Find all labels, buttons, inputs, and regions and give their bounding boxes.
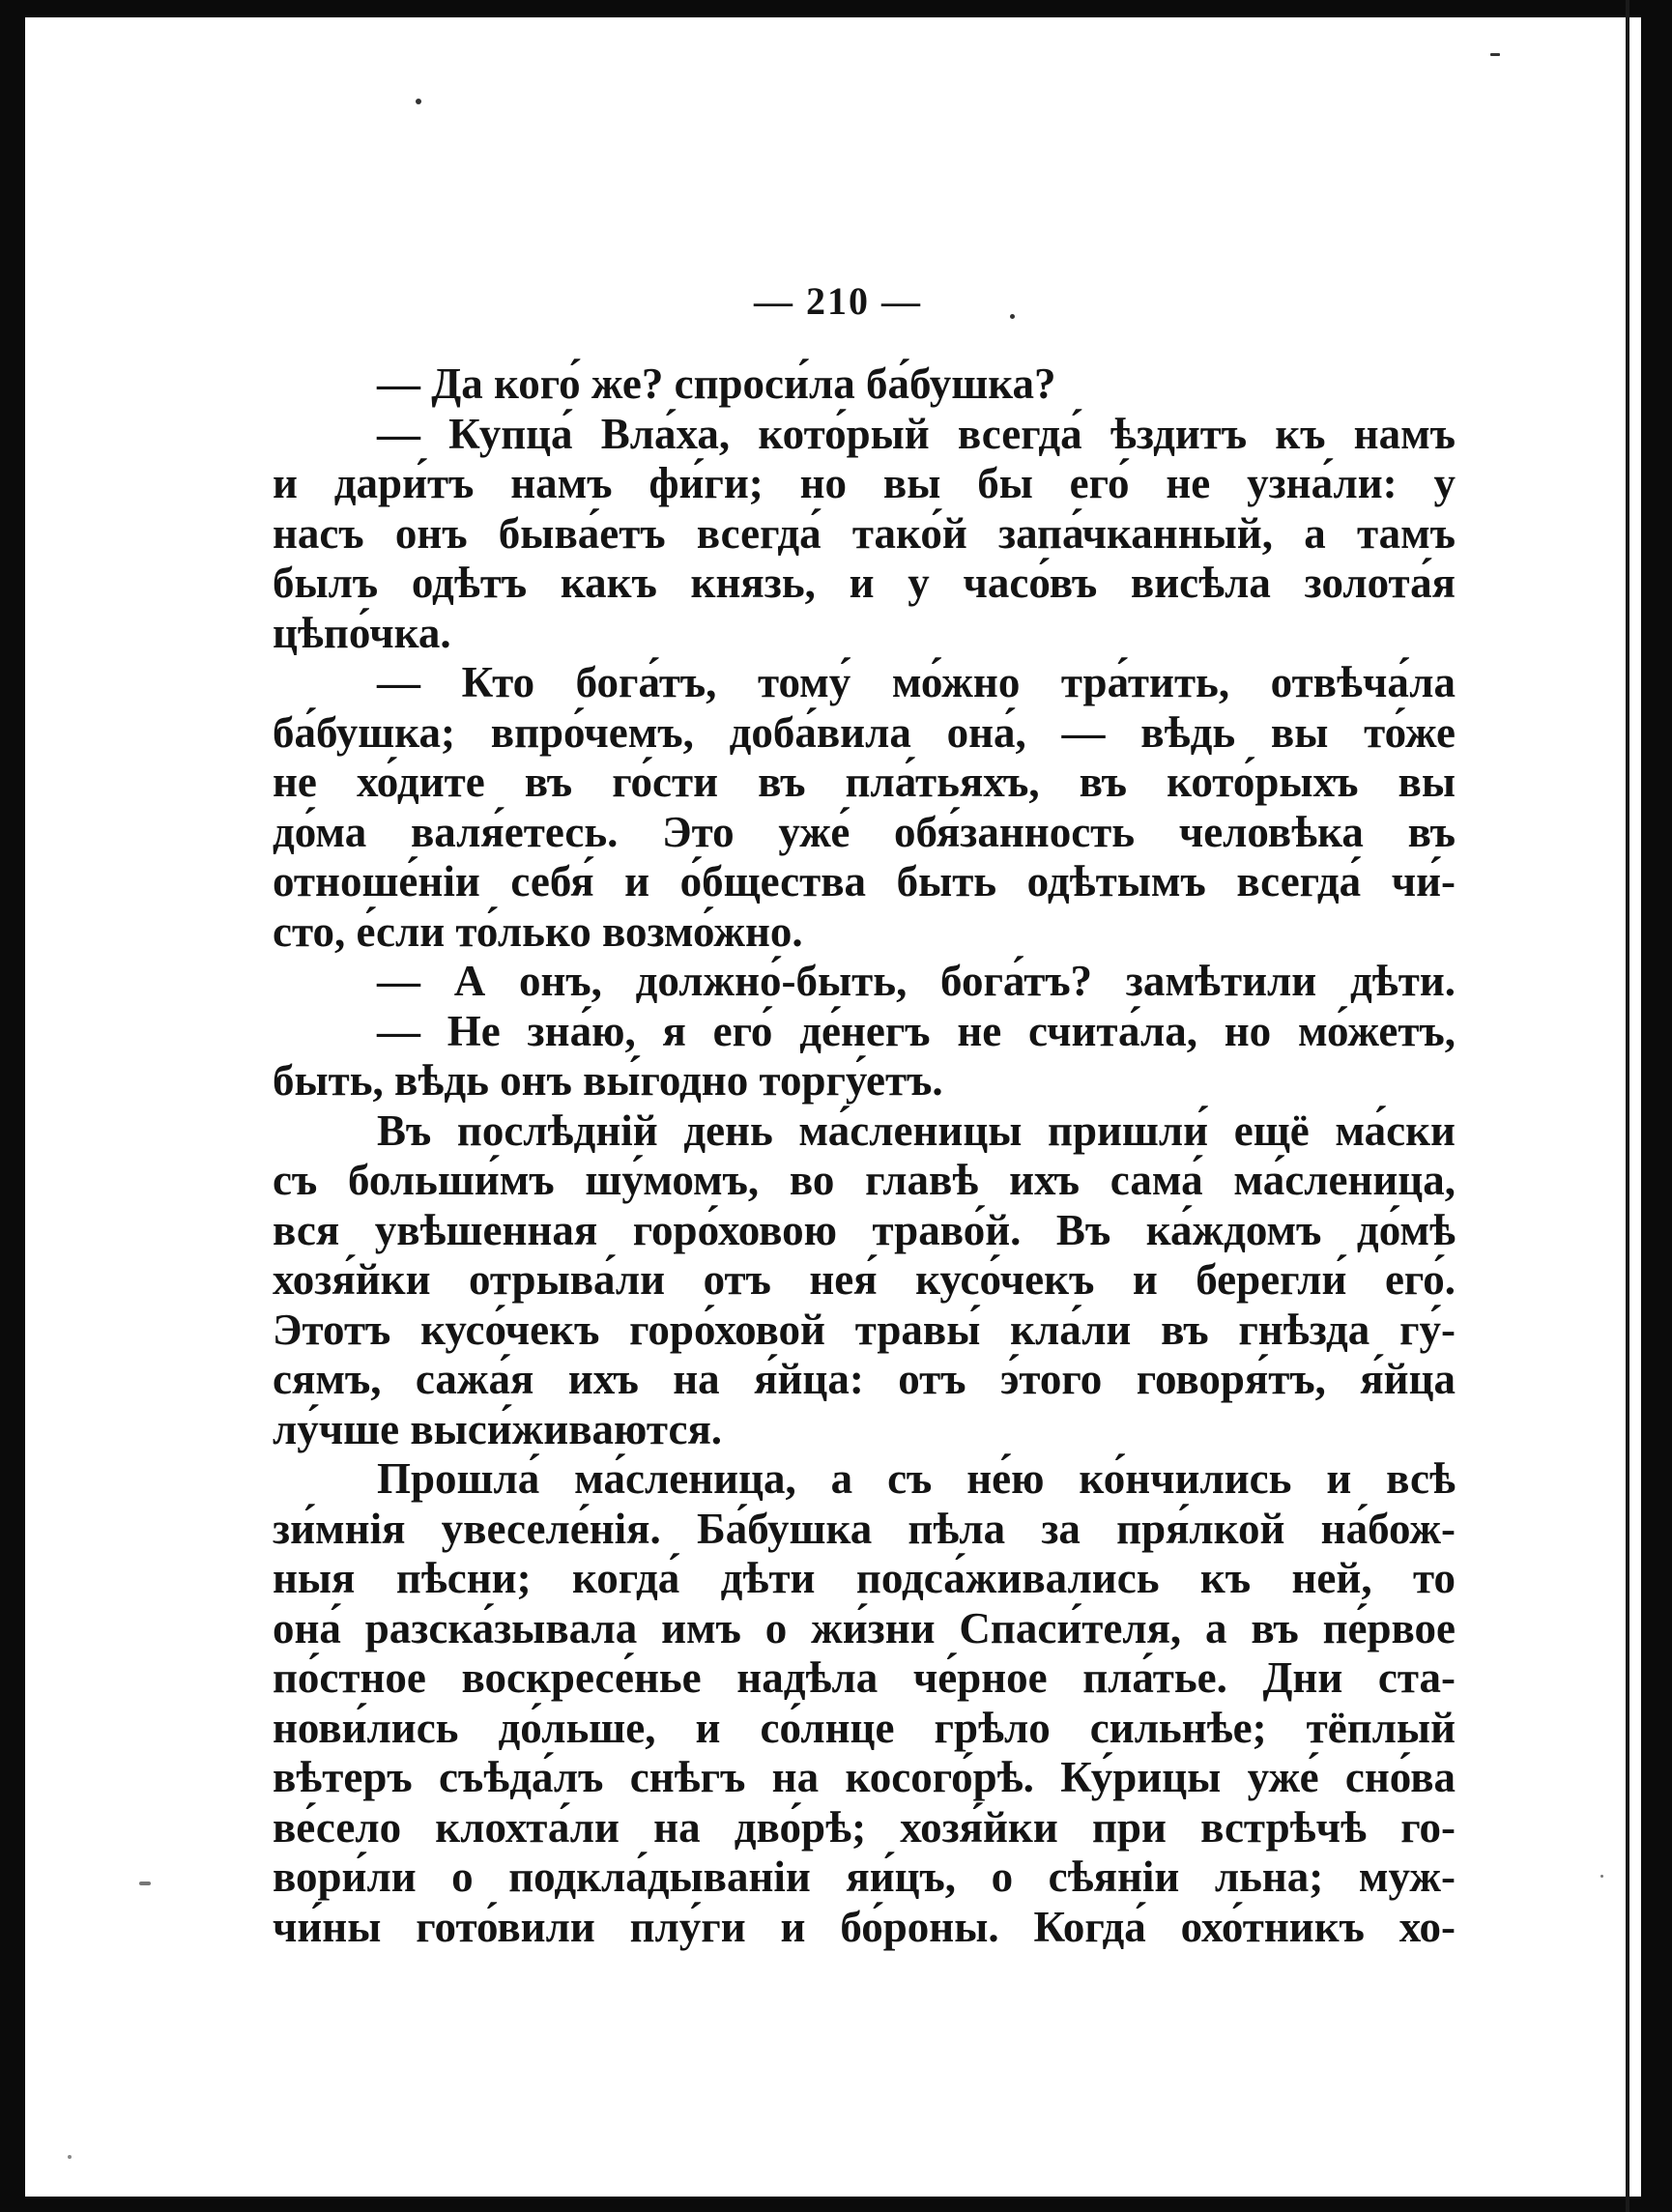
text-line: сто, е́сли то́лько возмо́жно. [273, 906, 803, 956]
text-line: отноше́ніи себя́ и о́бщества быть одѣтымъ всегда́ чи́- [273, 857, 1456, 905]
text-line: не хо́дите въ го́сти въ пла́тьяхъ, въ кото́рыхъ вы [273, 758, 1456, 806]
text-line: вори́ли о подкла́дываніи яи́цъ, о сѣяніи льна; муж- [273, 1853, 1456, 1901]
text-line: вся увѣшенная горо́ховою траво́й. Въ ка́ждомъ до́мѣ [273, 1205, 1456, 1254]
text-line: цѣпо́чка. [273, 608, 451, 657]
scan-border-bottom [0, 2197, 1672, 2212]
text-line: — Да кого́ же? спроси́ла ба́бушка? [377, 359, 1056, 408]
text-line: хозя́йки отрыва́ли отъ нея́ кусо́чекъ и берегли́ его́. [273, 1255, 1456, 1304]
text-line: и дари́тъ намъ фи́ги; но вы бы его́ не узна́ли: у [273, 459, 1456, 507]
text-line: — Не зна́ю, я его́ де́негъ не счита́ла, но мо́жетъ, [377, 1006, 1456, 1055]
scan-border-right [1641, 0, 1672, 2212]
scan-speck [1600, 1875, 1603, 1878]
text-line: съ больши́мъ шу́момъ, во главѣ ихъ сама́ ма́сленица, [273, 1156, 1456, 1204]
text-line: — А онъ, должно́-быть, бога́тъ? замѣтили дѣти. [377, 957, 1456, 1005]
text-line: Прошла́ ма́сленица, а съ не́ю ко́нчились и всѣ [377, 1454, 1456, 1503]
text-line: ныя пѣсни; когда́ дѣти подса́живались къ ней, то [273, 1554, 1456, 1602]
text-line: до́ма валя́етесь. Это уже́ обя́занность человѣка въ [273, 807, 1456, 856]
text-line: зи́мнія увеселе́нія. Ба́бушка пѣла за пря́лкой на́бож- [273, 1504, 1456, 1553]
text-line: ба́бушка; впро́чемъ, доба́вила она́, — вѣдь вы то́же [273, 707, 1456, 757]
scan-speck [1010, 314, 1015, 319]
scan-border-top [0, 0, 1672, 17]
scan-margin-line [1626, 0, 1629, 2212]
body-text [273, 359, 1456, 1952]
text-line: вѣтеръ съѣда́лъ снѣгъ на косого́рѣ. Ку́рицы уже́ сно́ва [273, 1753, 1456, 1801]
page-number: — 210 — [754, 279, 922, 323]
scan-speck [1490, 53, 1500, 56]
scan-speck [416, 99, 421, 104]
scan-speck [68, 2155, 72, 2159]
text-line: по́стное воскресе́нье надѣла че́рное пла́тье. Дни ста- [273, 1653, 1456, 1702]
text-line: сямъ, сажа́я ихъ на я́йца: отъ э́того говоря́тъ, я́йца [273, 1355, 1456, 1403]
text-line: — Купца́ Вла́ха, кото́рый всегда́ ѣздитъ къ намъ [377, 409, 1456, 458]
text-line: чи́ны гото́вили плу́ги и бо́роны. Когда́ охо́тникъ хо- [273, 1902, 1456, 1951]
text-line: ве́село клохта́ли на дво́рѣ; хозя́йки при встрѣчѣ го- [273, 1802, 1456, 1852]
text-line: Этотъ кусо́чекъ горо́ховой травы́ кла́ли въ гнѣзда гу́- [273, 1305, 1456, 1354]
text-line: насъ онъ быва́етъ всегда́ тако́й запа́чканный, а тамъ [273, 508, 1456, 558]
scan-border-left [0, 0, 25, 2212]
text-line: былъ одѣтъ какъ князь, и у часо́въ висѣла золота́я [273, 559, 1456, 607]
text-line: быть, вѣдь онъ вы́годно торгу́етъ. [273, 1056, 943, 1105]
text-line: нови́лись до́льше, и со́лнце грѣло сильнѣе; тёплый [273, 1703, 1456, 1752]
text-line: лу́чше выси́живаются. [273, 1404, 723, 1453]
text-line: — Кто бога́тъ, тому́ мо́жно тра́тить, отвѣча́ла [377, 658, 1456, 706]
text-line: Въ послѣдній день ма́сленицы пришли́ ещё ма́ски [377, 1106, 1456, 1155]
scan-speck [139, 1882, 151, 1885]
text-line: она́ разска́зывала имъ о жи́зни Спаси́теля, а въ пе́рвое [273, 1603, 1456, 1652]
